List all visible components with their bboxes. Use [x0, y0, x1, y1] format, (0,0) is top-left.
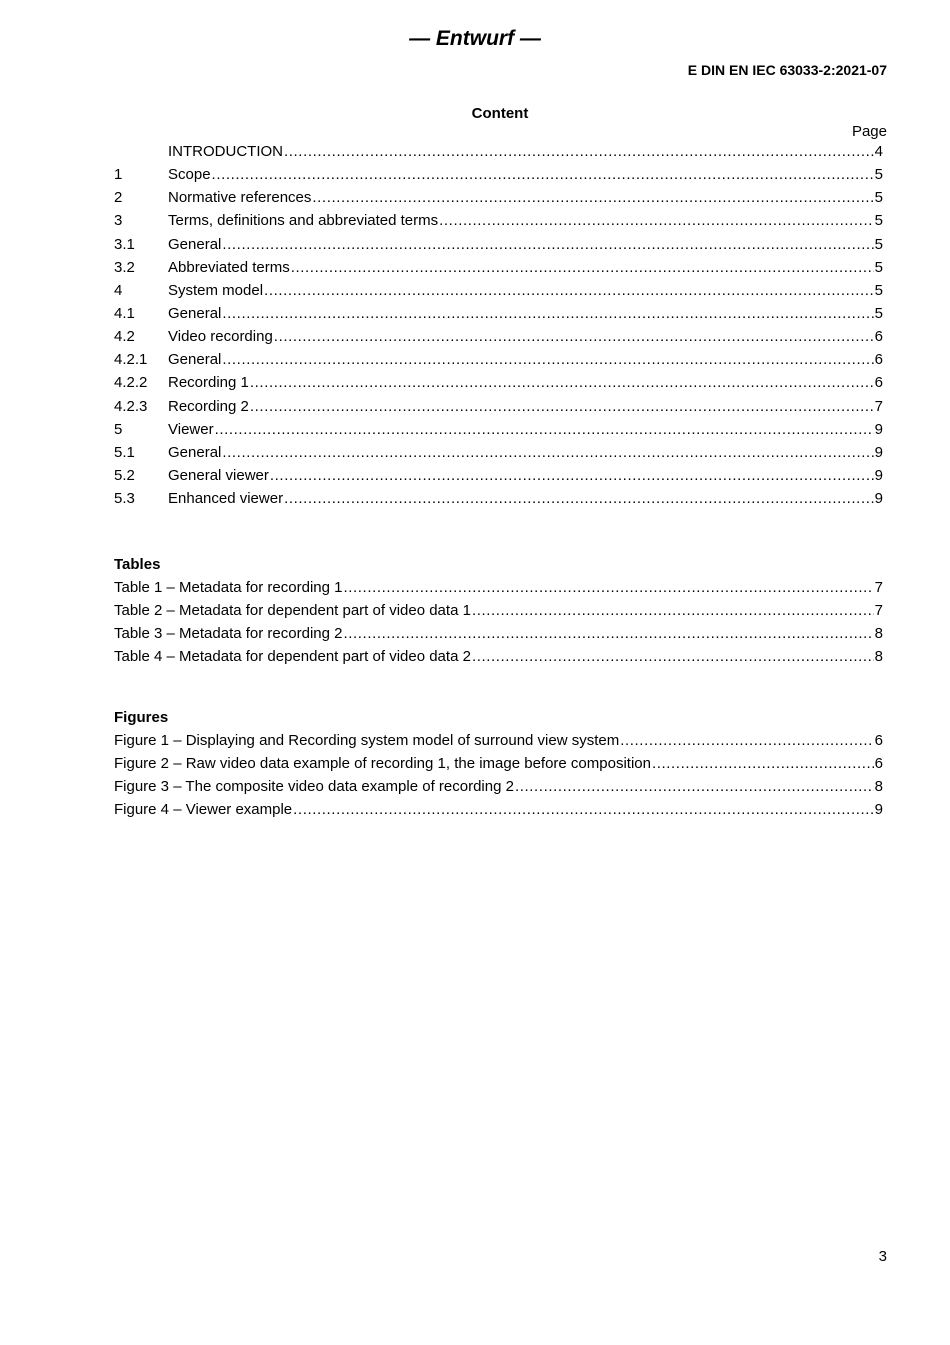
toc-entry-title: Video recording — [168, 328, 273, 346]
dot-leader — [652, 755, 874, 772]
toc-entry[interactable] — [114, 374, 883, 397]
dot-leader — [212, 166, 874, 183]
toc-entry-title: General — [168, 304, 222, 322]
dot-leader — [222, 236, 873, 253]
toc-entry-title: Normative references — [168, 189, 312, 207]
toc-entry-page: 9 — [874, 443, 883, 461]
toc-entry-title: General — [168, 351, 222, 369]
toc-entry-page: 9 — [874, 490, 883, 508]
toc-entry-title: Figure 2 – Raw video data example of recording 1, the image before composition — [114, 755, 651, 773]
figures-list — [114, 732, 883, 825]
dot-leader — [343, 579, 873, 596]
toc-figures-section — [114, 709, 883, 825]
toc-entry-title: Scope — [168, 166, 211, 184]
toc-entry[interactable] — [114, 305, 883, 328]
toc-entry-title: Figure 1 – Displaying and Recording system model of surround view system — [114, 732, 620, 749]
toc-entry[interactable] — [114, 166, 883, 189]
toc-entry-page: 7 — [874, 397, 883, 415]
dot-leader — [250, 374, 874, 391]
dot-leader — [472, 648, 874, 665]
toc-entry-page: 9 — [874, 420, 883, 438]
toc-entry-title: Recording 2 — [168, 397, 249, 415]
dot-leader — [222, 305, 873, 322]
dot-leader — [439, 212, 874, 229]
tables-list — [114, 579, 883, 672]
toc-entry[interactable] — [114, 490, 883, 513]
toc-entry-page: 5 — [874, 281, 883, 299]
toc-entry[interactable] — [114, 328, 883, 351]
toc-entry-title: Abbreviated terms — [168, 258, 290, 276]
toc-entry[interactable] — [114, 398, 883, 421]
toc-entry-title: INTRODUCTION — [168, 143, 283, 160]
tables-heading: Tables — [114, 556, 161, 573]
dot-leader — [312, 189, 873, 206]
toc-heading: Content — [471, 105, 529, 122]
toc-entry[interactable] — [114, 602, 883, 625]
dot-leader — [291, 259, 874, 276]
toc-entry-page: 5 — [874, 212, 883, 230]
dot-leader — [515, 778, 874, 795]
dot-leader — [222, 444, 873, 461]
toc-entry-page: 5 — [874, 304, 883, 322]
toc-entry-number: 5.1 — [114, 443, 135, 461]
toc-entry-title: Figure 3 – The composite video data example of recording 2 — [114, 778, 514, 796]
toc-entry-number: 4.2 — [114, 328, 135, 346]
toc-entry-page: 6 — [874, 328, 883, 346]
toc-entry[interactable] — [114, 732, 883, 755]
toc-entry-page: 8 — [874, 625, 883, 643]
toc-entry-number: 3.2 — [114, 258, 135, 276]
toc-entry[interactable] — [114, 467, 883, 490]
toc-entry[interactable] — [114, 143, 883, 166]
dot-leader — [620, 732, 873, 749]
toc-entry-page: 7 — [874, 602, 883, 620]
toc-entry-page: 4 — [874, 143, 883, 160]
toc-entry-page: 9 — [874, 801, 883, 819]
dot-leader — [250, 398, 874, 415]
toc-entry[interactable] — [114, 801, 883, 824]
toc-entry[interactable] — [114, 421, 883, 444]
toc-entry-title: Table 1 – Metadata for recording 1 — [114, 579, 343, 596]
draft-title: — Entwurf — — [409, 27, 541, 50]
toc-entry-number: 3 — [114, 212, 123, 230]
figures-heading: Figures — [114, 709, 169, 726]
toc-entry-number: 4.1 — [114, 304, 135, 322]
toc-entry-number: 5.3 — [114, 490, 135, 508]
toc-entry-page: 6 — [874, 755, 883, 773]
toc-entry-number: 1 — [114, 166, 123, 184]
toc-contents-list — [114, 143, 883, 513]
toc-entry-number: 5 — [114, 420, 123, 438]
dot-leader — [343, 625, 873, 642]
toc-entry-title: Viewer — [168, 420, 214, 438]
toc-entry-title: General viewer — [168, 466, 269, 484]
toc-entry-number: 3.1 — [114, 235, 135, 253]
toc-entry-page: 5 — [874, 166, 883, 184]
dot-leader — [264, 282, 874, 299]
dot-leader — [274, 328, 874, 345]
toc-entry-number: 4 — [114, 281, 123, 299]
toc-entry[interactable] — [114, 755, 883, 778]
toc-tables-section — [114, 556, 883, 672]
dot-leader — [270, 467, 874, 484]
toc-entry-title: Terms, definitions and abbreviated terms — [168, 212, 439, 230]
toc-entry-page: 6 — [874, 732, 883, 749]
toc-entry-title: Table 4 – Metadata for dependent part of video data 2 — [114, 648, 471, 666]
toc-entry-number: 4.2.1 — [114, 351, 148, 369]
toc-entry-title: Enhanced viewer — [168, 490, 284, 508]
page-number: 3 — [878, 1248, 887, 1265]
toc-entry[interactable] — [114, 259, 883, 282]
toc-entry[interactable] — [114, 648, 883, 671]
toc-entry[interactable] — [114, 351, 883, 374]
toc-entry-page: 9 — [874, 466, 883, 484]
toc-entry[interactable] — [114, 189, 883, 212]
toc-entry[interactable] — [114, 625, 883, 648]
toc-entry-title: General — [168, 443, 222, 461]
toc-entry-title: General — [168, 235, 222, 253]
dot-leader — [215, 421, 874, 438]
toc-entry[interactable] — [114, 212, 883, 235]
dot-leader — [472, 602, 874, 619]
page-column-label: Page — [851, 123, 887, 140]
toc-entry[interactable] — [114, 282, 883, 305]
toc-entry-page: 6 — [874, 351, 883, 369]
toc-entry-page: 5 — [874, 258, 883, 276]
dot-leader — [284, 143, 874, 160]
toc-entry-title: Table 2 – Metadata for dependent part of video data 1 — [114, 602, 471, 620]
toc-entry-number: 4.2.3 — [114, 397, 148, 415]
toc-entry-page: 5 — [874, 189, 883, 207]
toc-entry-page: 7 — [874, 579, 883, 596]
dot-leader — [222, 351, 873, 368]
toc-entry-title: System model — [168, 281, 264, 299]
toc-entry[interactable] — [114, 778, 883, 801]
toc-entry[interactable] — [114, 444, 883, 467]
toc-entry[interactable] — [114, 579, 883, 602]
toc-entry-number: 4.2.2 — [114, 374, 148, 392]
toc-entry-number: 5.2 — [114, 466, 135, 484]
toc-entry[interactable] — [114, 236, 883, 259]
toc-entry-page: 8 — [874, 648, 883, 666]
toc-entry-title: Figure 4 – Viewer example — [114, 801, 293, 819]
toc-entry-page: 5 — [874, 235, 883, 253]
dot-leader — [284, 490, 874, 507]
toc-entry-page: 8 — [874, 778, 883, 796]
toc-entry-number: 2 — [114, 189, 123, 207]
toc-entry-page: 6 — [874, 374, 883, 392]
toc-entry-title: Recording 1 — [168, 374, 249, 392]
dot-leader — [293, 801, 874, 818]
document-id: E DIN EN IEC 63033-2:2021-07 — [687, 62, 887, 78]
toc-entry-title: Table 3 – Metadata for recording 2 — [114, 625, 343, 643]
